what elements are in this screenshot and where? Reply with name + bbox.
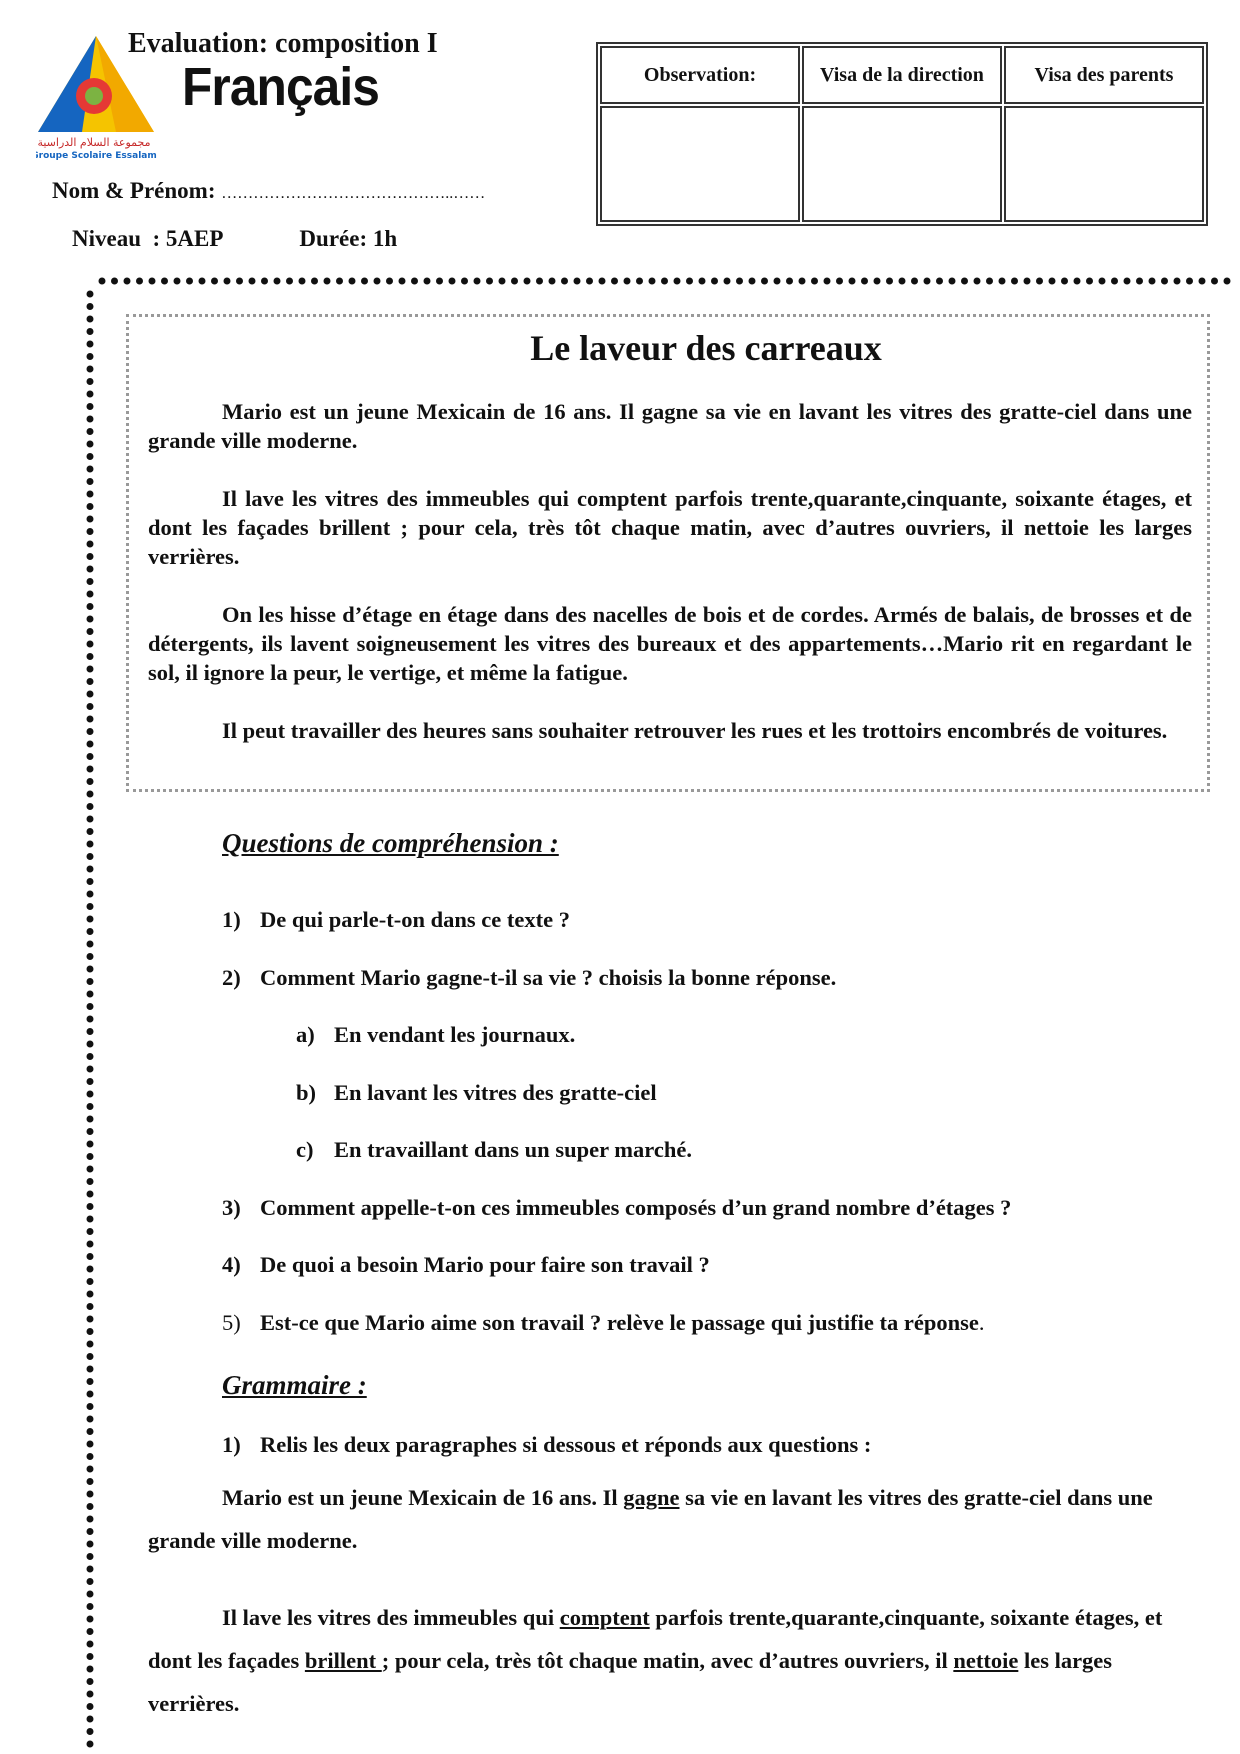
grammar-text: ; pour cela, très tôt chaque matin, avec d’autres ouvriers, il <box>381 1648 954 1673</box>
school-name-latin: Groupe Scolaire Essalam <box>36 151 157 160</box>
observation-header: Observation: <box>600 46 800 104</box>
question-text: Comment Mario gagne-t-il sa vie ? choisis la bonne réponse. <box>260 965 837 990</box>
choice-letter: c) <box>296 1137 314 1162</box>
direction-visa-header: Visa de la direction <box>802 46 1002 104</box>
text-title: Le laveur des carreaux <box>530 328 882 368</box>
grammar-heading: Grammaire : <box>222 1370 367 1400</box>
school-name-arabic: مجموعة السلام الدراسية <box>37 136 151 149</box>
question-1 <box>222 907 570 933</box>
dotted-border-left <box>84 290 96 1754</box>
grammar-paragraph-1 <box>148 1476 1198 1562</box>
level-label: Niveau <box>72 226 141 251</box>
passage-paragraph: Mario est un jeune Mexicain de 16 ans. Il gagne sa vie en lavant les vitres des gratte-ciel dans une grande ville moderne. <box>148 399 1192 453</box>
grammar-paragraph-2 <box>148 1596 1198 1725</box>
grammar-text: Il lave les vitres des immeubles qui <box>222 1605 560 1630</box>
dotted-border-top <box>98 275 1234 287</box>
question-2 <box>222 965 836 991</box>
choice-letter: a) <box>296 1022 315 1047</box>
parents-visa-cell <box>1004 106 1204 222</box>
grammar-text: les larges verrières. <box>148 1648 1113 1716</box>
grammar-question-1 <box>222 1432 871 1458</box>
evaluation-title: Evaluation: composition I <box>128 28 438 59</box>
question-number: 1) <box>222 1432 241 1457</box>
choice-text: En travaillant dans un super marché. <box>334 1137 692 1162</box>
reading-passage <box>148 397 1192 774</box>
question-number: 4) <box>222 1252 241 1277</box>
question-text: De quoi a besoin Mario pour faire son travail ? <box>260 1252 710 1277</box>
underlined-verb: comptent <box>559 1605 650 1630</box>
grammar-text: Mario est un jeune Mexicain de 16 ans. Il <box>222 1485 624 1510</box>
choice-text: En lavant les vitres des gratte-ciel <box>334 1080 657 1105</box>
question-number: 1) <box>222 907 241 932</box>
grade-table <box>596 42 1208 226</box>
choice-b <box>296 1080 657 1106</box>
comprehension-heading: Questions de compréhension : <box>222 828 559 858</box>
question-number: 3) <box>222 1195 241 1220</box>
question-text: Comment appelle-t-on ces immeubles composés d’un grand nombre d’étages ? <box>260 1195 1012 1220</box>
name-dots: ……………………………………..…… <box>221 185 486 202</box>
question-number: 2) <box>222 965 241 990</box>
question-text: Est-ce que Mario aime son travail ? relève le passage qui justifie ta réponse <box>260 1310 979 1335</box>
name-label: Nom & Prénom: <box>52 178 216 203</box>
question-3 <box>222 1195 1011 1221</box>
question-text: De qui parle-t-on dans ce texte ? <box>260 907 570 932</box>
parents-visa-header: Visa des parents <box>1004 46 1204 104</box>
question-4 <box>222 1252 710 1278</box>
direction-visa-cell <box>802 106 1002 222</box>
level-value: : 5AEP <box>152 226 224 251</box>
grammar-text: parfois trente,quarante,cinquante, soixante étages, et dont les façades <box>148 1605 1163 1673</box>
choice-a <box>296 1022 575 1048</box>
passage-paragraph: Il peut travailler des heures sans souhaiter retrouver les rues et les trottoirs encombrés de voitures. <box>222 718 1168 743</box>
question-number: 5) <box>222 1310 241 1335</box>
choice-letter: b) <box>296 1080 317 1105</box>
passage-paragraph: Il lave les vitres des immeubles qui comptent parfois trente,quarante,cinquante, soixante étages, et dont les façades brillent ; pour cela, très tôt chaque matin, avec d’autres ouvriers, il nettoie les larges verrières. <box>148 486 1192 569</box>
choice-text: En vendant les journaux. <box>334 1022 576 1047</box>
duration: Durée: 1h <box>299 226 398 251</box>
level-duration-row <box>72 226 397 252</box>
subject-title: Français <box>182 57 379 117</box>
name-field <box>52 178 485 204</box>
question-text: Relis les deux paragraphes si dessous et réponds aux questions : <box>260 1432 872 1457</box>
choice-c <box>296 1137 692 1163</box>
underlined-verb: gagne <box>623 1485 680 1510</box>
underlined-verb: brillent <box>304 1648 382 1673</box>
passage-paragraph: On les hisse d’étage en étage dans des nacelles de bois et de cordes. Armés de balais, de brosses et de détergents, ils lavent soigneusement les vitres des bureaux et des appartements…Mario rit en regardant le sol, il ignore la peur, le vertige, et même la fatigue. <box>148 602 1192 685</box>
question-5 <box>222 1310 984 1336</box>
grammar-text: sa vie en lavant les vitres des gratte-ciel dans une grande ville moderne. <box>148 1485 1153 1553</box>
observation-cell <box>600 106 800 222</box>
question-end: . <box>978 1310 985 1335</box>
underlined-verb: nettoie <box>953 1648 1019 1673</box>
